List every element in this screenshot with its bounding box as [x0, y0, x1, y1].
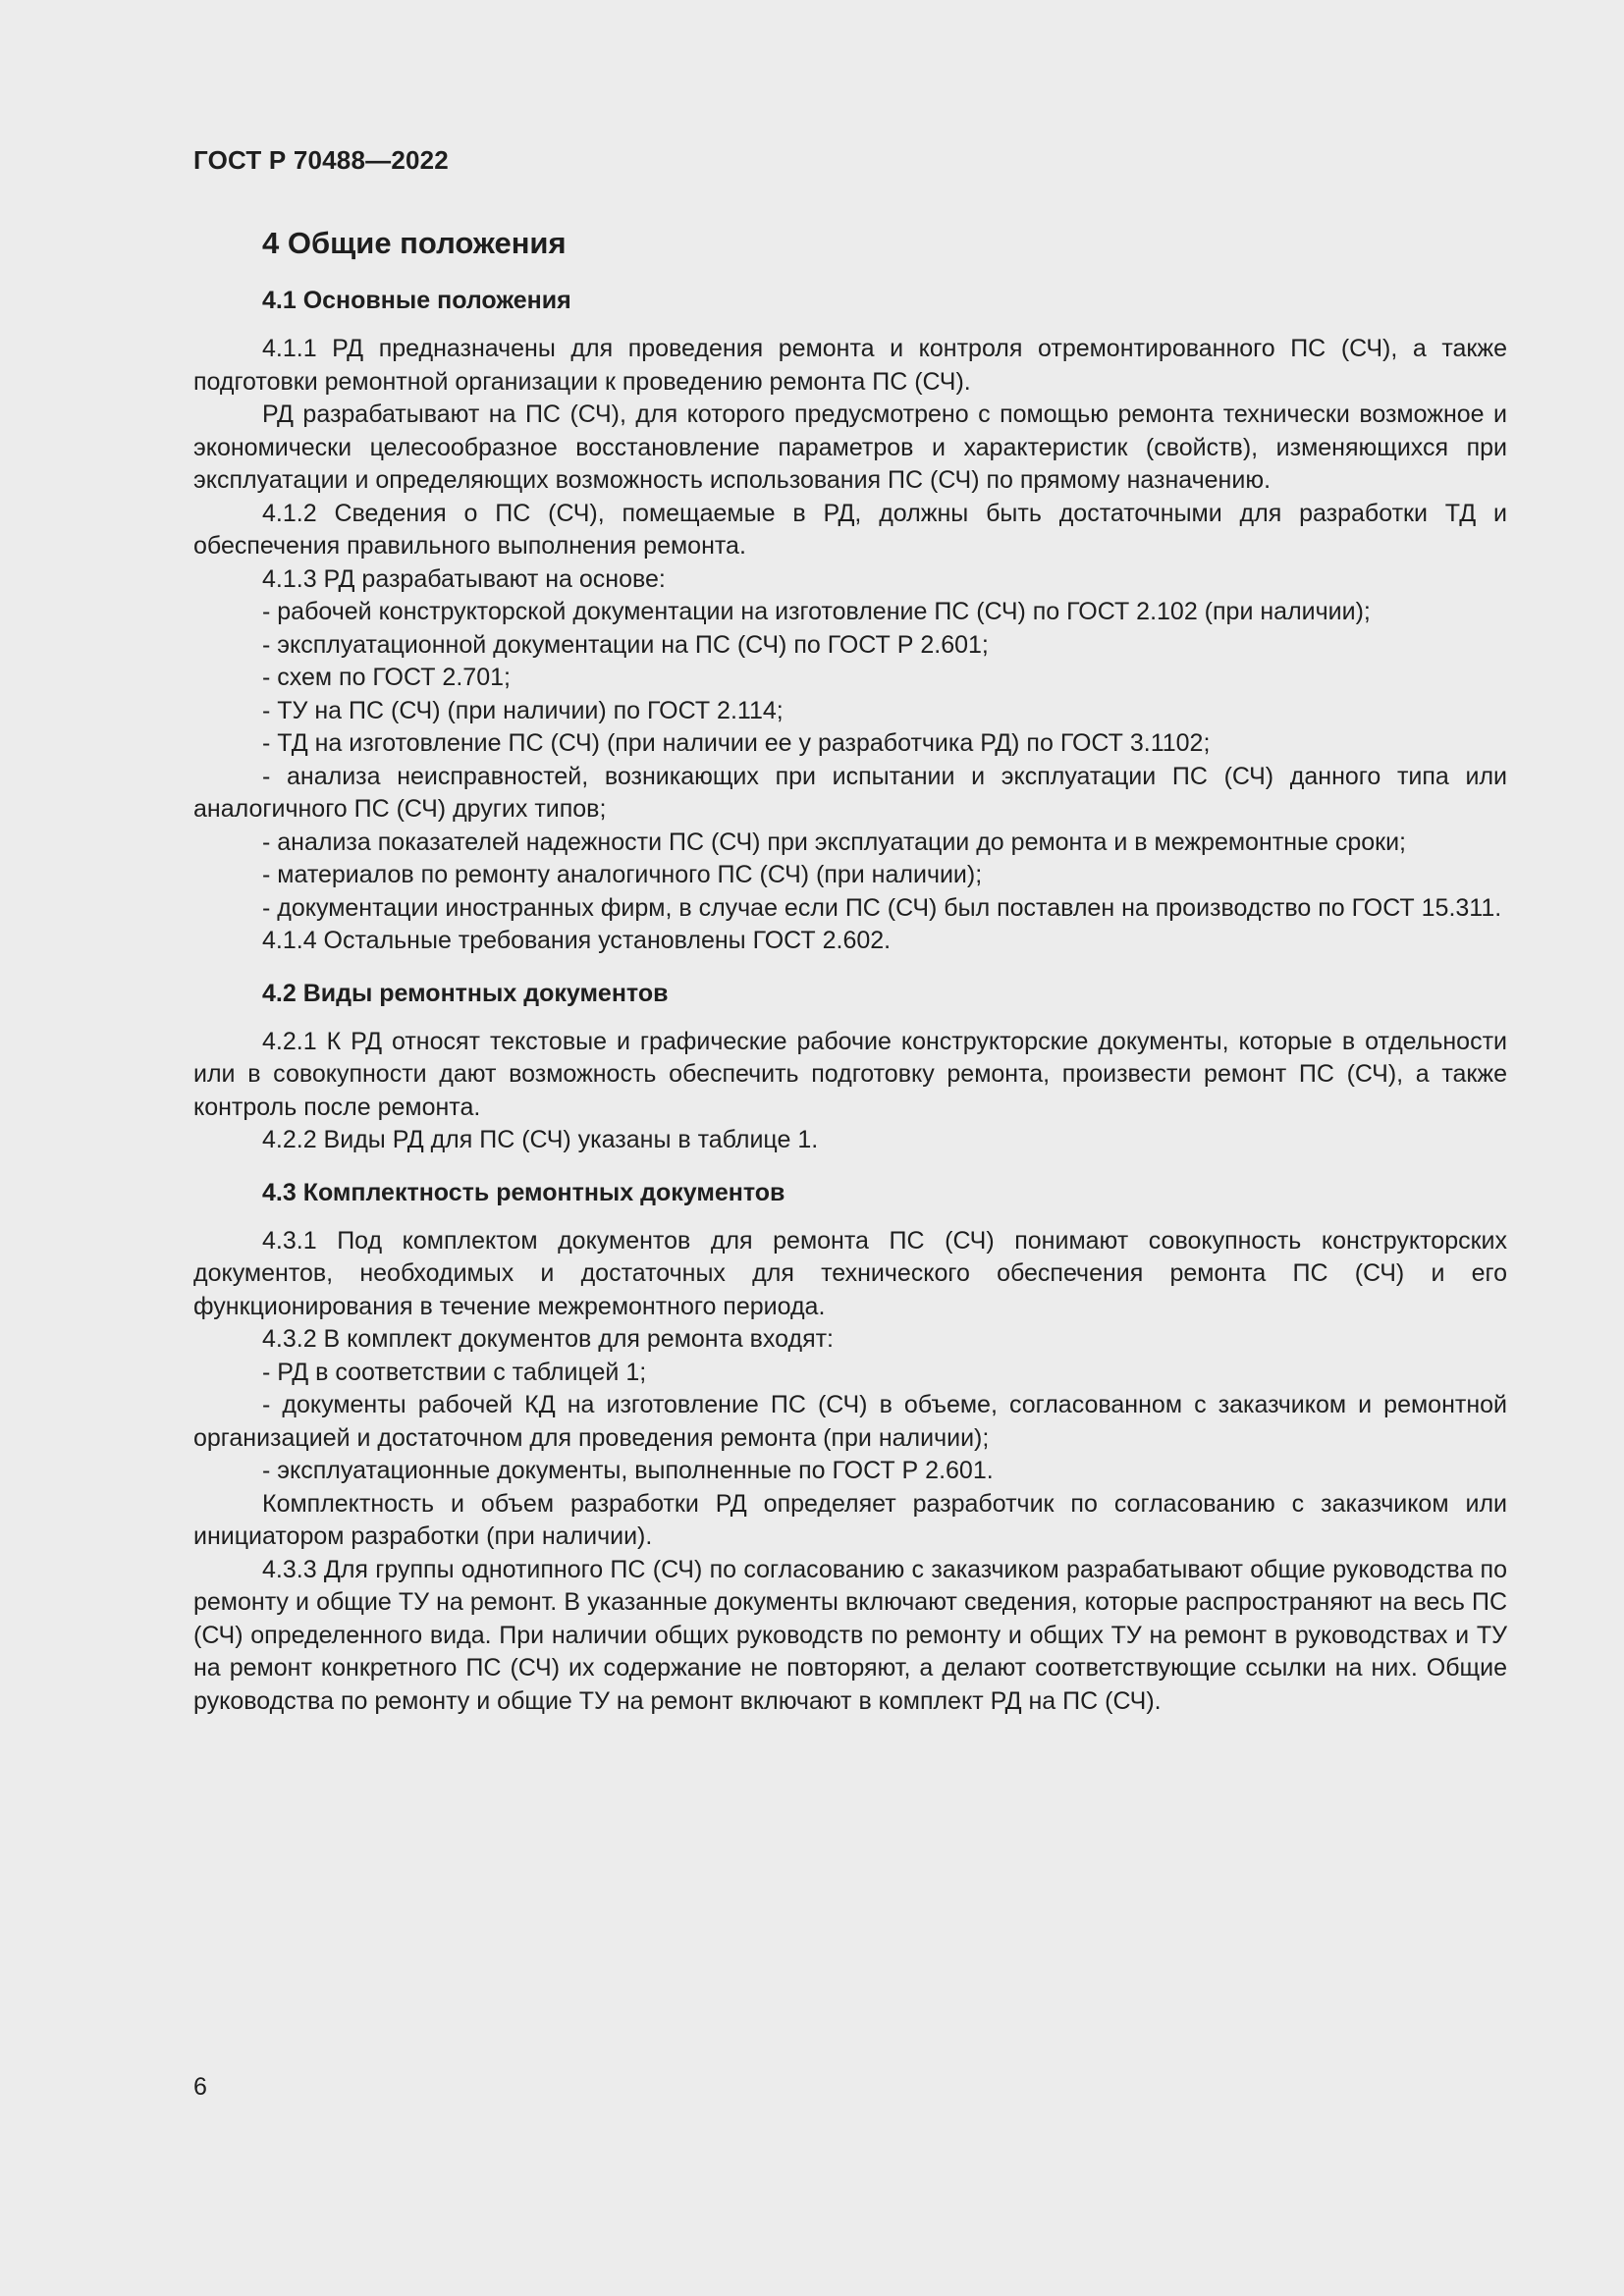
paragraph-4-2-2: 4.2.2 Виды РД для ПС (СЧ) указаны в таблице 1. — [262, 1126, 819, 1153]
paragraph: Комплектность и объем разработки РД определяет разработчик по согласованию с заказчиком или инициатором разработки (при наличии). — [193, 1489, 1507, 1550]
list-item: - эксплуатационные документы, выполненные по ГОСТ Р 2.601. — [262, 1457, 994, 1484]
subsection-title-4-2: 4.2 Виды ремонтных документов — [262, 979, 669, 1007]
list-item: - ТУ на ПС (СЧ) (при наличии) по ГОСТ 2.114; — [262, 696, 784, 724]
paragraph-4-1-3: 4.1.3 РД разрабатывают на основе: — [262, 564, 666, 593]
paragraph: РД разрабатывают на ПС (СЧ), для которого предусмотрено с помощью ремонта технически возможное и экономически целесообразное восстановление параметров и характеристик (свойств), изменяющихся при эксплуатации и определяющих возможность использования ПС (СЧ) по прямому назначению. — [193, 400, 1507, 494]
list-item: - документации иностранных фирм, в случае если ПС (СЧ) был поставлен на производство по ГОСТ 15.311. — [262, 893, 1502, 922]
list-item: - документы рабочей КД на изготовление ПС (СЧ) в объеме, согласованном с заказчиком и ремонтной организацией и достаточном для проведения ремонта (при наличии); — [193, 1391, 1507, 1452]
paragraph-4-1-1: 4.1.1 РД предназначены для проведения ремонта и контроля отремонтированного ПС (СЧ), а также подготовки ремонтной организации к проведению ремонта ПС (СЧ). — [193, 335, 1507, 396]
subsection-title-4-1: 4.1 Основные положения — [262, 287, 571, 314]
list-item: - анализа показателей надежности ПС (СЧ) при эксплуатации до ремонта и в межремонтные сроки; — [262, 828, 1406, 856]
document-body — [193, 224, 1507, 1718]
section-title: 4 Общие положения — [262, 226, 567, 260]
paragraph-4-1-2: 4.1.2 Сведения о ПС (СЧ), помещаемые в РД, должны быть достаточными для разработки ТД и обеспечения правильного выполнения ремонта. — [193, 499, 1507, 560]
paragraph-4-3-1: 4.3.1 Под комплектом документов для ремонта ПС (СЧ) понимают совокупность конструкторских документов, необходимых и достаточных для технического обеспечения ремонта ПС (СЧ) и его функционирования в течение межремонтного периода. — [193, 1226, 1507, 1320]
list-item: - ТД на изготовление ПС (СЧ) (при наличии ее у разработчика РД) по ГОСТ 3.1102; — [262, 729, 1211, 757]
page-number: 6 — [193, 2073, 207, 2101]
document-header: ГОСТ Р 70488—2022 — [193, 145, 449, 175]
paragraph-4-3-3: 4.3.3 Для группы однотипного ПС (СЧ) по согласованию с заказчиком разрабатывают общие руководства по ремонту и общие ТУ на ремонт. В указанные документы включают сведения, которые распространяют на весь ПС (СЧ) определенного вида. При наличии общих руководств по ремонту и общих ТУ на ремонт в руководствах и ТУ на ремонт конкретного ПС (СЧ) их содержание не повторяют, а делают соответствующие ссылки на них. Общие руководства по ремонту и общие ТУ на ремонт включают в комплект РД на ПС (СЧ). — [193, 1555, 1507, 1715]
paragraph-4-3-2: 4.3.2 В комплект документов для ремонта входят: — [262, 1325, 835, 1353]
list-item: - эксплуатационной документации на ПС (СЧ) по ГОСТ Р 2.601; — [262, 630, 989, 659]
list-item: - анализа неисправностей, возникающих при испытании и эксплуатации ПС (СЧ) данного типа или аналогичного ПС (СЧ) других типов; — [193, 762, 1507, 823]
list-item: - схем по ГОСТ 2.701; — [262, 664, 511, 691]
list-item: - РД в соответствии с таблицей 1; — [262, 1358, 647, 1386]
paragraph-4-2-1: 4.2.1 К РД относят текстовые и графические рабочие конструкторские документы, которые в отдельности или в совокупности дают возможность обеспечить подготовку ремонта, произвести ремонт ПС (СЧ), а также контроль после ремонта. — [193, 1027, 1507, 1121]
subsection-title-4-3: 4.3 Комплектность ремонтных документов — [262, 1178, 785, 1206]
list-item: - материалов по ремонту аналогичного ПС (СЧ) (при наличии); — [262, 861, 983, 888]
paragraph-4-1-4: 4.1.4 Остальные требования установлены ГОСТ 2.602. — [262, 927, 892, 954]
list-item: - рабочей конструкторской документации на изготовление ПС (СЧ) по ГОСТ 2.102 (при наличии); — [262, 598, 1371, 625]
